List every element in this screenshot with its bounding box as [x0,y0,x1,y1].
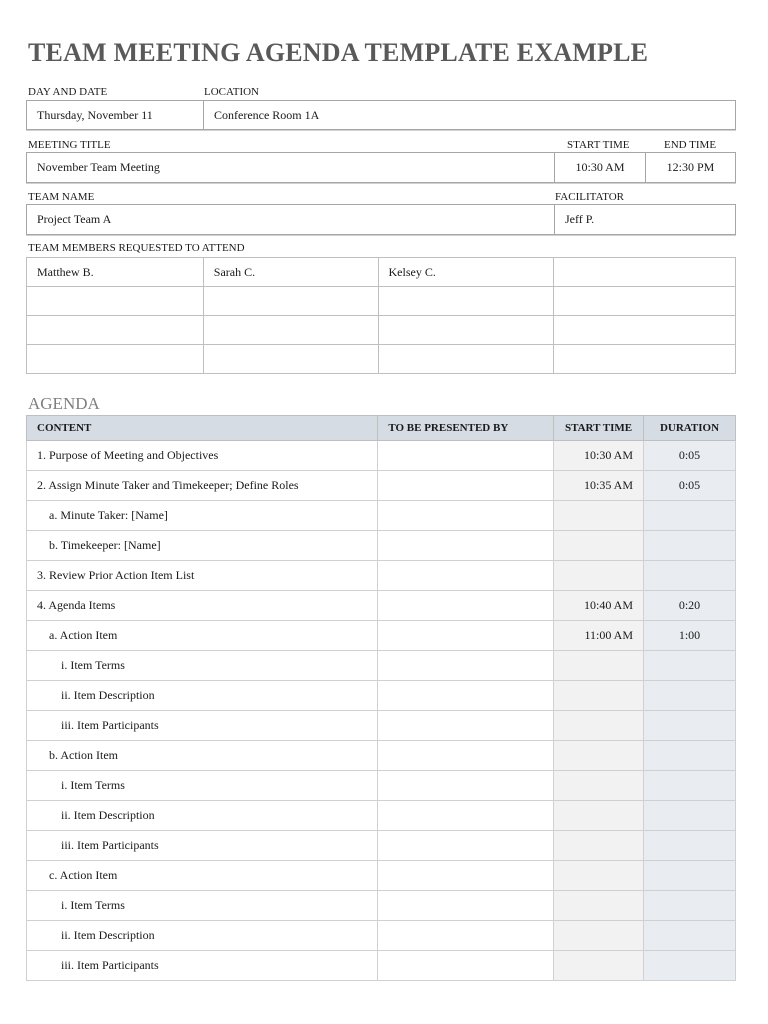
agenda-duration-cell[interactable] [644,771,736,801]
agenda-content-cell[interactable]: a. Minute Taker: [Name] [27,501,378,531]
agenda-presenter-cell[interactable] [378,681,554,711]
agenda-start-cell[interactable] [554,921,644,951]
table-row [27,861,736,891]
agenda-duration-cell[interactable]: 1:00 [644,621,736,651]
member-cell[interactable]: Matthew B. [27,258,204,287]
table-row [27,316,736,345]
member-cell[interactable] [203,287,378,316]
member-cell[interactable] [378,287,554,316]
day-date-field[interactable]: Thursday, November 11 [26,100,204,130]
end-time-label: END TIME [664,139,717,151]
table-row [27,831,736,861]
team-name-field[interactable]: Project Team A [26,204,555,235]
agenda-presenter-cell[interactable] [378,861,554,891]
agenda-start-cell[interactable] [554,801,644,831]
agenda-content-cell[interactable]: iii. Item Participants [27,951,378,981]
agenda-presenter-cell[interactable] [378,441,554,471]
agenda-duration-cell[interactable] [644,891,736,921]
table-row [27,287,736,316]
table-row [27,921,736,951]
member-cell[interactable] [27,345,204,374]
agenda-presenter-cell[interactable] [378,651,554,681]
agenda-start-cell[interactable] [554,651,644,681]
member-cell[interactable] [203,345,378,374]
member-cell[interactable] [554,316,736,345]
agenda-header-row [27,416,736,441]
agenda-duration-cell[interactable] [644,801,736,831]
agenda-presenter-cell[interactable] [378,801,554,831]
table-row [27,651,736,681]
agenda-presenter-cell[interactable] [378,621,554,651]
agenda-presenter-cell[interactable] [378,891,554,921]
agenda-content-cell[interactable]: 4. Agenda Items [27,591,378,621]
agenda-duration-cell[interactable]: 0:05 [644,441,736,471]
table-row [27,345,736,374]
member-cell[interactable] [554,287,736,316]
member-cell[interactable]: Sarah C. [203,258,378,287]
agenda-content-cell[interactable]: i. Item Terms [27,891,378,921]
agenda-start-cell[interactable]: 10:35 AM [554,471,644,501]
agenda-start-cell[interactable] [554,771,644,801]
table-row [27,441,736,471]
agenda-duration-cell[interactable] [644,921,736,951]
table-row [27,891,736,921]
table-row [27,561,736,591]
member-cell[interactable] [27,316,204,345]
member-cell[interactable]: Kelsey C. [378,258,554,287]
table-row [27,801,736,831]
agenda-content-cell[interactable]: b. Timekeeper: [Name] [27,531,378,561]
agenda-presenter-cell[interactable] [378,771,554,801]
agenda-content-cell[interactable]: iii. Item Participants [27,831,378,861]
agenda-duration-cell[interactable] [644,861,736,891]
agenda-duration-cell[interactable] [644,711,736,741]
agenda-start-cell[interactable]: 10:40 AM [554,591,644,621]
agenda-content-cell[interactable]: 2. Assign Minute Taker and Timekeeper; Define Roles [27,471,378,501]
table-row [27,591,736,621]
agenda-content-cell[interactable]: ii. Item Description [27,801,378,831]
agenda-duration-cell[interactable] [644,831,736,861]
agenda-presenter-cell[interactable] [378,951,554,981]
member-cell[interactable] [27,287,204,316]
table-row [27,621,736,651]
agenda-start-cell[interactable] [554,711,644,741]
agenda-presenter-cell[interactable] [378,831,554,861]
table-row [27,501,736,531]
start-time-header: START TIME [554,416,644,441]
table-row [27,951,736,981]
member-cell[interactable] [203,316,378,345]
agenda-presenter-cell[interactable] [378,711,554,741]
agenda-heading: AGENDA [28,394,100,413]
table-row [27,771,736,801]
agenda-start-cell[interactable]: 10:30 AM [554,441,644,471]
agenda-duration-cell[interactable] [644,651,736,681]
duration-header: DURATION [644,416,736,441]
member-cell[interactable] [378,345,554,374]
agenda-duration-cell[interactable] [644,741,736,771]
agenda-content-cell[interactable]: c. Action Item [27,861,378,891]
agenda-duration-cell[interactable]: 0:05 [644,471,736,501]
agenda-presenter-cell[interactable] [378,591,554,621]
agenda-content-cell[interactable]: i. Item Terms [27,771,378,801]
agenda-start-cell[interactable] [554,531,644,561]
location-label: LOCATION [204,86,259,98]
agenda-duration-cell[interactable] [644,951,736,981]
agenda-start-cell[interactable]: 11:00 AM [554,621,644,651]
agenda-start-cell[interactable] [554,891,644,921]
agenda-start-cell[interactable] [554,741,644,771]
agenda-presenter-cell[interactable] [378,531,554,561]
members-table [26,257,736,374]
table-row [27,741,736,771]
agenda-presenter-cell[interactable] [378,741,554,771]
table-row [27,531,736,561]
members-label: TEAM MEMBERS REQUESTED TO ATTEND [28,242,245,254]
location-field[interactable]: Conference Room 1A [203,100,736,130]
facilitator-field[interactable]: Jeff P. [554,204,736,235]
agenda-duration-cell[interactable]: 0:20 [644,591,736,621]
team-name-label: TEAM NAME [28,191,95,203]
agenda-presenter-cell[interactable] [378,921,554,951]
member-cell[interactable] [378,316,554,345]
agenda-start-cell[interactable] [554,861,644,891]
agenda-content-cell[interactable]: i. Item Terms [27,651,378,681]
end-time-field[interactable]: 12:30 PM [645,152,736,183]
agenda-content-cell[interactable]: a. Action Item [27,621,378,651]
agenda-content-cell[interactable]: 1. Purpose of Meeting and Objectives [27,441,378,471]
member-cell[interactable] [554,345,736,374]
page-title: TEAM MEETING AGENDA TEMPLATE EXAMPLE [28,38,649,67]
day-date-label: DAY AND DATE [28,86,108,98]
agenda-content-cell[interactable]: ii. Item Description [27,921,378,951]
facilitator-label: FACILITATOR [555,191,624,203]
agenda-content-cell[interactable]: ii. Item Description [27,681,378,711]
start-time-label: START TIME [567,139,630,151]
start-time-field[interactable]: 10:30 AM [554,152,646,183]
presenter-header: TO BE PRESENTED BY [378,416,554,441]
meeting-title-label: MEETING TITLE [28,139,111,151]
agenda-content-cell[interactable]: iii. Item Participants [27,711,378,741]
agenda-presenter-cell[interactable] [378,501,554,531]
agenda-presenter-cell[interactable] [378,561,554,591]
table-row [27,471,736,501]
agenda-presenter-cell[interactable] [378,471,554,501]
table-row [27,258,736,287]
agenda-table [26,415,736,981]
content-header: CONTENT [27,416,378,441]
agenda-duration-cell[interactable] [644,681,736,711]
agenda-content-cell[interactable]: 3. Review Prior Action Item List [27,561,378,591]
table-row [27,681,736,711]
agenda-duration-cell[interactable] [644,531,736,561]
agenda-start-cell[interactable] [554,501,644,531]
meeting-title-field[interactable]: November Team Meeting [26,152,555,183]
agenda-start-cell[interactable] [554,681,644,711]
agenda-start-cell[interactable] [554,831,644,861]
agenda-duration-cell[interactable] [644,561,736,591]
agenda-start-cell[interactable] [554,951,644,981]
agenda-start-cell[interactable] [554,561,644,591]
table-row [27,711,736,741]
agenda-content-cell[interactable]: b. Action Item [27,741,378,771]
agenda-duration-cell[interactable] [644,501,736,531]
member-cell[interactable] [554,258,736,287]
